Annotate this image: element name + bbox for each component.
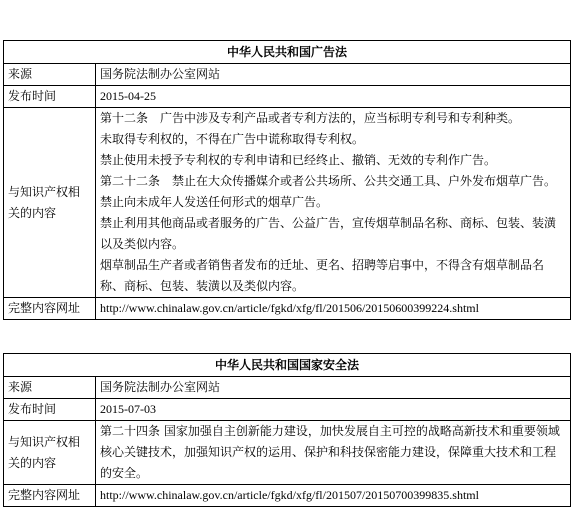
- date-value: 2015-04-25: [96, 86, 571, 108]
- source-row: [4, 377, 571, 399]
- content-value: [96, 421, 571, 485]
- content-paragraph: 第二十二条 禁止在大众传播媒介或者公共场所、公共交通工具、户外发布烟草广告。: [100, 174, 557, 188]
- content-paragraph: 未取得专利权的，不得在广告中谎称取得专利权。: [100, 132, 365, 146]
- url-link[interactable]: http://www.chinalaw.gov.cn/article/fgkd/xfg/fl/201507/20150700399835.shtml: [96, 485, 571, 507]
- source-value: 国务院法制办公室网站: [96, 64, 571, 86]
- date-row: [4, 399, 571, 421]
- date-label: 发布时间: [4, 86, 96, 108]
- content-paragraph: 第十二条 广告中涉及专利产品或者专利方法的，应当标明专利号和专利种类。: [100, 111, 521, 125]
- table-title-row: [4, 354, 571, 377]
- content-paragraph: 禁止向未成年人发送任何形式的烟草广告。: [100, 195, 329, 209]
- source-row: [4, 64, 571, 86]
- content-row: [4, 421, 571, 485]
- content-paragraph: 禁止使用未授予专利权的专利申请和已经终止、撤销、无效的专利作广告。: [100, 153, 497, 167]
- content-label: 与知识产权相关的内容: [4, 108, 96, 298]
- content-value: [96, 108, 571, 298]
- content-paragraph: 第二十四条 国家加强自主创新能力建设，加快发展自主可控的战略高新技术和重要领域核心关键技术，加强知识产权的运用、保护和科技保密能力建设，保障重大技术和工程的安全。: [100, 424, 560, 480]
- content-paragraph: 烟草制品生产者或者销售者发布的迁址、更名、招聘等启事中，不得含有烟草制品名称、商标、包装、装潢以及类似内容。: [100, 258, 545, 293]
- date-value: 2015-07-03: [96, 399, 571, 421]
- source-label: 来源: [4, 64, 96, 86]
- table-title: 中华人民共和国国家安全法: [4, 354, 571, 377]
- content-label: 与知识产权相关的内容: [4, 421, 96, 485]
- url-row: [4, 298, 571, 320]
- source-value: 国务院法制办公室网站: [96, 377, 571, 399]
- table-title-row: [4, 41, 571, 64]
- law-table-advertising: [3, 40, 571, 320]
- table-title: 中华人民共和国广告法: [4, 41, 571, 64]
- url-label: 完整内容网址: [4, 298, 96, 320]
- date-label: 发布时间: [4, 399, 96, 421]
- content-paragraph: 禁止利用其他商品或者服务的广告、公益广告，宣传烟草制品名称、商标、包装、装潢以及类似内容。: [100, 216, 557, 251]
- url-row: [4, 485, 571, 507]
- url-label: 完整内容网址: [4, 485, 96, 507]
- date-row: [4, 86, 571, 108]
- content-row: [4, 108, 571, 298]
- source-label: 来源: [4, 377, 96, 399]
- law-table-national-security: [3, 353, 571, 507]
- url-link[interactable]: http://www.chinalaw.gov.cn/article/fgkd/xfg/fl/201506/20150600399224.shtml: [96, 298, 571, 320]
